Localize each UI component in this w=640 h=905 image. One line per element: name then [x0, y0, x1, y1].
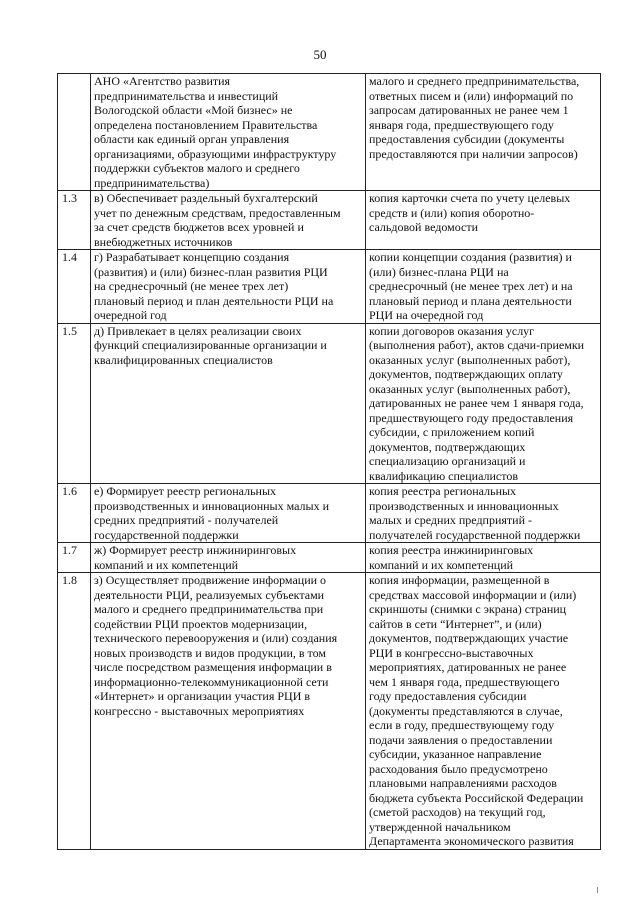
row-number — [58, 74, 91, 191]
row-number: 1.7 — [58, 543, 91, 573]
row-number: 1.6 — [58, 484, 91, 543]
documents-cell: копия реестра инжиниринговых компаний и их компетенций — [366, 543, 601, 573]
requirement-cell: е) Формирует реестр региональных производственных и инновационных малых и средних предприятий - получателей государственной поддержки — [91, 484, 366, 543]
table-row — [58, 191, 601, 250]
requirement-cell: з) Осуществляет продвижение информации о деятельности РЦИ, реализуемых субъектами малого и среднего предпринимательства при содействии РЦИ проектов модернизации, технического перевооружения и (или) создания новых производств и видов продукции, в том числе посредством размещения информации в информационно-телекоммуникационной сети «Интернет» и организации участия РЦИ в конгрессно - выставочных мероприятиях — [91, 573, 366, 850]
table-row — [58, 323, 601, 484]
documents-cell: копии концепции создания (развития) и (или) бизнес-плана РЦИ на среднесрочный (не менее трех лет) и на плановый период и плана деятельности РЦИ на очередной год — [366, 250, 601, 324]
requirement-cell: ж) Формирует реестр инжиниринговых компаний и их компетенций — [91, 543, 366, 573]
documents-cell: копии договоров оказания услуг (выполнения работ), актов сдачи-приемки оказанных услуг (выполненных работ), документов, подтверждающих оплату оказанных услуг (выполненных работ), датированных не ранее чем 1 января года, предшествующего году предоставления субсидии, с приложением копий документов, подтверждающих специализацию организаций и квалификацию специалистов — [366, 323, 601, 484]
table-row — [58, 484, 601, 543]
documents-cell: копия реестра региональных производственных и инновационных малых и средних предприятий - получателей государственной поддержки — [366, 484, 601, 543]
requirements-table — [57, 73, 601, 850]
row-number: 1.3 — [58, 191, 91, 250]
documents-cell: копия карточки счета по учету целевых средств и (или) копия оборотно- сальдовой ведомости — [366, 191, 601, 250]
row-number: 1.5 — [58, 323, 91, 484]
table-row — [58, 543, 601, 573]
documents-cell: малого и среднего предпринимательства, ответных писем и (или) информаций по запросам датированных не ранее чем 1 января года, предшествующего году предоставления субсидии (документы предоставляются при наличии запросов) — [366, 74, 601, 191]
requirement-cell: г) Разрабатывает концепцию создания (развития) и (или) бизнес-план развития РЦИ на среднесрочный (не менее трех лет) плановый период и план деятельности РЦИ на очередной год — [91, 250, 366, 324]
page-number: 50 — [313, 47, 327, 62]
requirement-cell: АНО «Агентство развития предпринимательства и инвестиций Вологодской области «Мой бизнес» не определена постановлением Правительства области как единый орган управления организациями, образующими инфраструктуру поддержки субъектов малого и среднего предпринимательства) — [91, 74, 366, 191]
requirement-cell: д) Привлекает в целях реализации своих функций специализированные организации и квалифицированных специалистов — [91, 323, 366, 484]
table-row — [58, 74, 601, 191]
scan-mark — [597, 887, 598, 893]
row-number: 1.4 — [58, 250, 91, 324]
table-row — [58, 573, 601, 850]
row-number: 1.8 — [58, 573, 91, 850]
table-row — [58, 250, 601, 324]
requirement-cell: в) Обеспечивает раздельный бухгалтерский учет по денежным средствам, предоставленным за счет средств бюджетов всех уровней и внебюджетных источников — [91, 191, 366, 250]
documents-cell: копия информации, размещенной в средствах массовой информации и (или) скриншоты (снимки с экрана) страниц сайтов в сети “Интернет”, и (или) документов, подтверждающих участие РЦИ в конгрессно-выставочных мероприятиях, датированных не ранее чем 1 января года, предшествующего году предоставления субсидии (документы представляются в случае, если в году, предшествующему году подачи заявления о предоставлении субсидии, указанное направление расходования было предусмотрено плановыми направлениями расходов бюджета субъекта Российской Федерации (сметой расходов) на текущий год, утвержденной начальником Департамента экономического развития — [366, 573, 601, 850]
